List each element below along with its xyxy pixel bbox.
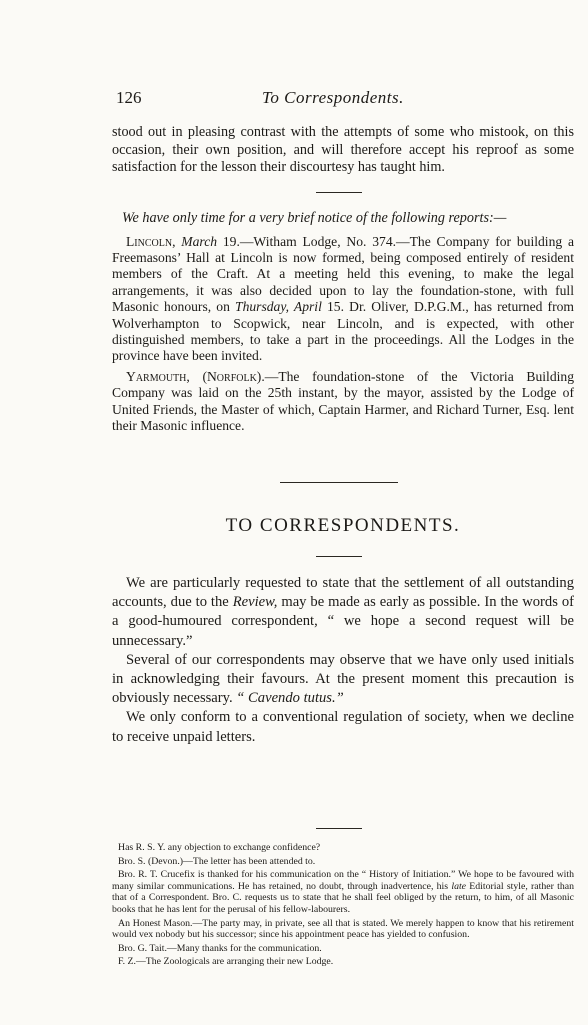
report-yarmouth-place: Yarmouth, (Norfolk).: [126, 368, 265, 384]
separator-rule-3: [316, 828, 362, 829]
report-lincoln-text-a: 19.—Witham Lodge, No. 374.—The Company for building a Freemasons’ Hall at Lincoln is now formed, being composed entirely of resident members of the Craft. At a meeting held this evening, to make the legal arrangements, it was also decided upon to lay the foundation-stone, with full Masonic honours, on: [112, 233, 575, 315]
section-title: TO CORRESPONDENTS.: [225, 515, 461, 536]
correspondents-paragraph-3: We only conform to a conventional regulation of society, when we decline to receive unpaid letters.: [112, 709, 574, 745]
running-head: [112, 88, 568, 110]
note-honest-mason: An Honest Mason.—The party may, in private, see all that is stated. We merely happen to know that his retirement would vex nobody but his successor; since his appointment peace has yielded to confusion.: [112, 917, 574, 941]
note-rsy: Has R. S. Y. any objection to exchange confidence?: [118, 842, 321, 853]
report-lincoln-day: Thursday, April: [235, 299, 322, 315]
motto: “ Cavendo tutus.”: [236, 690, 344, 707]
note-bro-s: Bro. S. (Devon.)—The letter has been attended to.: [118, 855, 316, 867]
paragraph-1-text-a: We are particularly requested to state that the settlement of all outstanding accounts, due to the: [112, 575, 574, 611]
correspondents-paragraph-1: [112, 574, 574, 651]
report-yarmouth: [112, 369, 574, 435]
report-lincoln-place: Lincoln,: [126, 233, 176, 249]
report-yarmouth-text: —The foundation-stone of the Victoria Building Company was laid on the 25th instant, by the mayor, assisted by the Lodge of United Friends, the Master of which, Captain Harmer, and Richard Turner, Esq. lent their Masonic influence.: [112, 368, 574, 433]
section-divider-rule: [280, 482, 398, 483]
notes-section: [112, 842, 574, 970]
opening-paragraph: stood out in pleasing contrast with the attempts of some who mistook, on this occasion, their own position, and will therefore accept his reproof as some satisfaction for the lesson their discourtesy has taught him.: [112, 124, 574, 175]
correspondents-paragraph-2: [112, 651, 574, 709]
reports-section: [112, 210, 574, 434]
report-lincoln-text-b: 15. Dr. Oliver, D.P.G.M., has returned from Wolverhampton to Scopwick, near Lincoln, and is expected, with other distinguished members, to take a part in the proceedings. All the Lodges in the province have been invited.: [112, 299, 574, 364]
report-lincoln: [112, 234, 574, 365]
separator-rule-2: [316, 556, 362, 557]
note-bro-tait: Bro. G. Tait.—Many thanks for the communication.: [118, 942, 322, 954]
note-fz: F. Z.—The Zoologicals are arranging their new Lodge.: [118, 956, 334, 968]
review-title: Review,: [232, 594, 278, 611]
correspondents-section: [112, 574, 574, 747]
note-crucefix-late: late: [451, 880, 467, 892]
running-title: To Correspondents.: [262, 88, 404, 107]
note-crucefix: [112, 869, 574, 915]
paragraph-1-text-b: may be made as early as possible. In the words of a good-humoured correspondent, “ we hope a second request will be unnecessary.”: [112, 594, 574, 649]
page-number: 126: [116, 88, 142, 107]
note-crucefix-text-b: Editorial style, rather than that of a Correspondent. Bro. C. requests us to state that he shall feel obliged by the return, to him, of all Masonic books that he has lent for the perusal of his fellow-labourers.: [112, 880, 574, 915]
reports-intro: We have only time for a very brief notice of the following reports:—: [122, 210, 507, 226]
paragraph-2-text: Several of our correspondents may observe that we have only used initials in acknowledging their favours. At the present moment this precaution is obviously necessary.: [112, 651, 574, 707]
separator-rule: [316, 192, 362, 193]
report-lincoln-date: March: [181, 233, 218, 249]
opening-paragraph-block: [112, 124, 574, 177]
note-crucefix-text-a: Bro. R. T. Crucefix is thanked for his communication on the “ History of Initiation.” We hope to be favoured with many similar communications. He has retained, no doubt, through inadvertence, his: [112, 869, 574, 892]
